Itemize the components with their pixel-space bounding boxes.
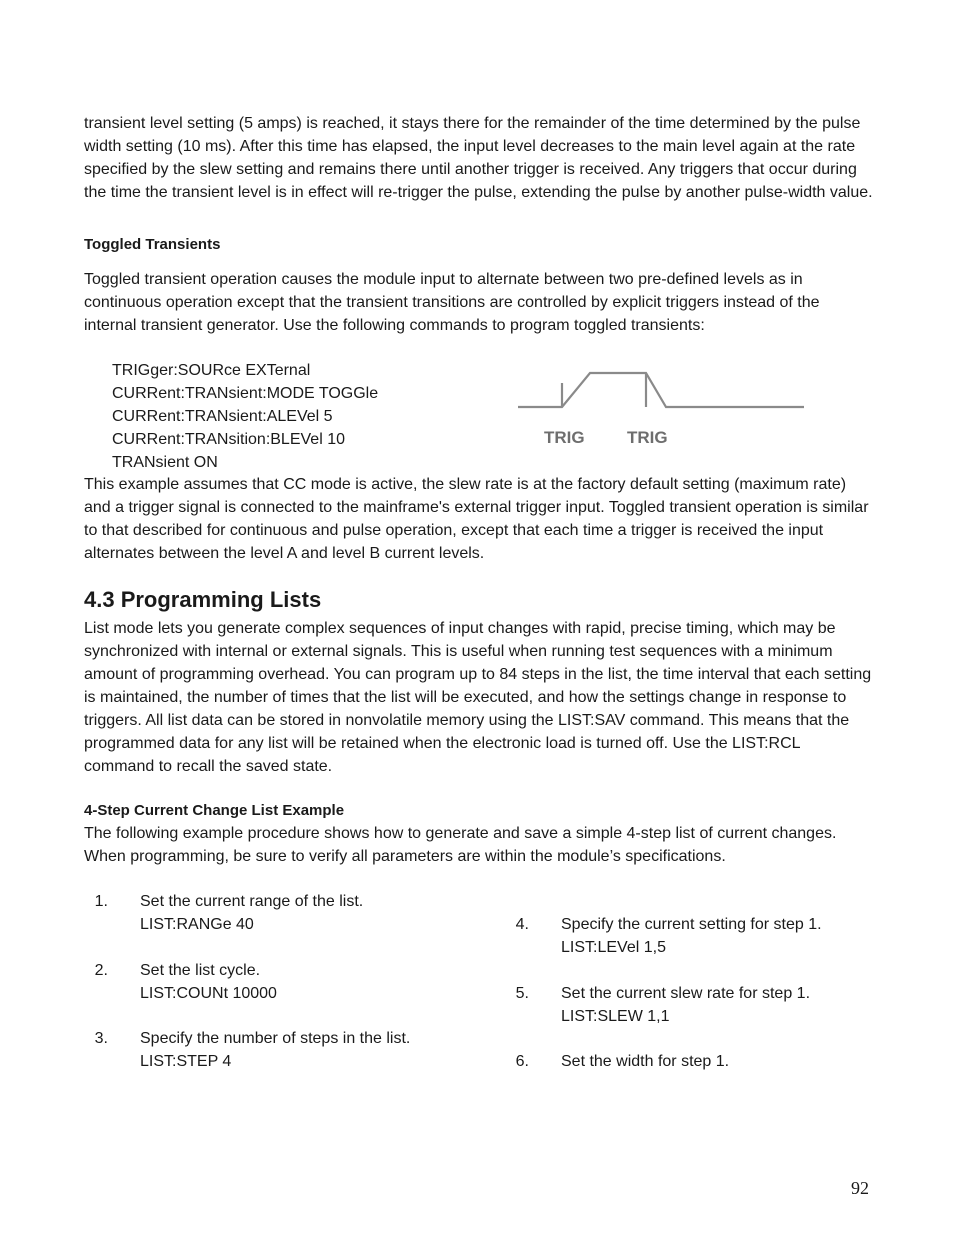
toggled-transients-paragraph: Toggled transient operation causes the module input to alternate between two pre-defined levels as in continuous operation except that the transient transitions are controlled by explicit triggers instead of the internal transient generator. Use the following commands to program toggled transients: <box>84 271 820 334</box>
step-number: 3. <box>94 1030 108 1047</box>
step-list <box>84 890 874 1090</box>
step-command: LIST:SLEW 1,1 <box>561 1008 670 1025</box>
list-item <box>84 890 424 936</box>
step-text: Set the width for step 1. <box>561 1053 730 1070</box>
example-paragraph: The following example procedure shows how to generate and save a simple 4-step list of current changes. When programming, be sure to verify all parameters are within the module’s specifications. <box>84 825 837 865</box>
step-text: Set the list cycle. <box>140 962 261 979</box>
page-number: 92 <box>851 1178 869 1198</box>
command-line: CURRent:TRANsient:MODE TOGGle <box>112 385 379 402</box>
step-command: LIST:RANGe 40 <box>140 916 254 933</box>
command-line: TRANsient ON <box>112 454 218 471</box>
step-number: 6. <box>515 1053 529 1070</box>
step-command: LIST:LEVel 1,5 <box>561 939 666 956</box>
step-number: 2. <box>94 962 108 979</box>
trig-label-2: TRIG <box>627 428 668 447</box>
section-title: 4.3 Programming Lists <box>84 587 322 612</box>
list-item <box>505 913 845 959</box>
intro-paragraph: transient level setting (5 amps) is reached, it stays there for the remainder of the time determined by the pulse width setting (10 ms). After this time has elapsed, the input level decreases to the main level again at the rate specified by the slew setting and remains there until another trigger is received. Any triggers that occur during the time the transient level is in effect will re-trigger the pulse, extending the pulse by another pulse-width value. <box>84 115 873 201</box>
toggled-transients-heading: Toggled Transients <box>84 236 221 253</box>
toggled-transient-waveform <box>518 367 808 457</box>
command-line: CURRent:TRANsient:ALEVel 5 <box>112 408 333 425</box>
list-item <box>505 1050 845 1073</box>
page-content <box>84 112 874 1090</box>
command-line: CURRent:TRANsition:BLEVel 10 <box>112 431 345 448</box>
step-number: 1. <box>94 893 108 910</box>
section-paragraph: List mode lets you generate complex sequences of input changes with rapid, precise timing, which may be synchronized with internal or external signals. This is useful when running test sequences with a minimum amount of programming overhead. You can program up to 84 steps in the list, the time interval that each setting is maintained, the number of times that the list will be executed, and how the settings change in response to triggers. All list data can be stored in nonvolatile memory using the LIST:SAV command. This means that the programmed data for any list will be retained when the electronic load is turned off. Use the LIST:RCL command to recall the saved state. <box>84 620 872 775</box>
toggled-explanation-paragraph: This example assumes that CC mode is active, the slew rate is at the factory default setting (maximum rate) and a trigger signal is connected to the mainframe's external trigger input. Toggled transient operation is similar to that described for continuous and pulse operation, except that each time a trigger is received the input alternates between the level A and level B current levels. <box>84 476 869 562</box>
step-command: LIST:STEP 4 <box>140 1053 232 1070</box>
command-line: TRIGger:SOURce EXTernal <box>112 362 311 379</box>
trig-label-1: TRIG <box>544 428 585 447</box>
step-number: 4. <box>515 916 529 933</box>
step-number: 5. <box>515 985 529 1002</box>
list-item <box>84 959 424 1005</box>
list-item <box>84 1027 424 1073</box>
step-text: Specify the number of steps in the list. <box>140 1030 411 1047</box>
list-item <box>505 982 845 1028</box>
example-heading: 4-Step Current Change List Example <box>84 802 345 819</box>
step-text: Specify the current setting for step 1. <box>561 916 822 933</box>
step-text: Set the current range of the list. <box>140 893 364 910</box>
step-command: LIST:COUNt 10000 <box>140 985 277 1002</box>
step-text: Set the current slew rate for step 1. <box>561 985 811 1002</box>
toggled-commands-block <box>84 359 874 473</box>
